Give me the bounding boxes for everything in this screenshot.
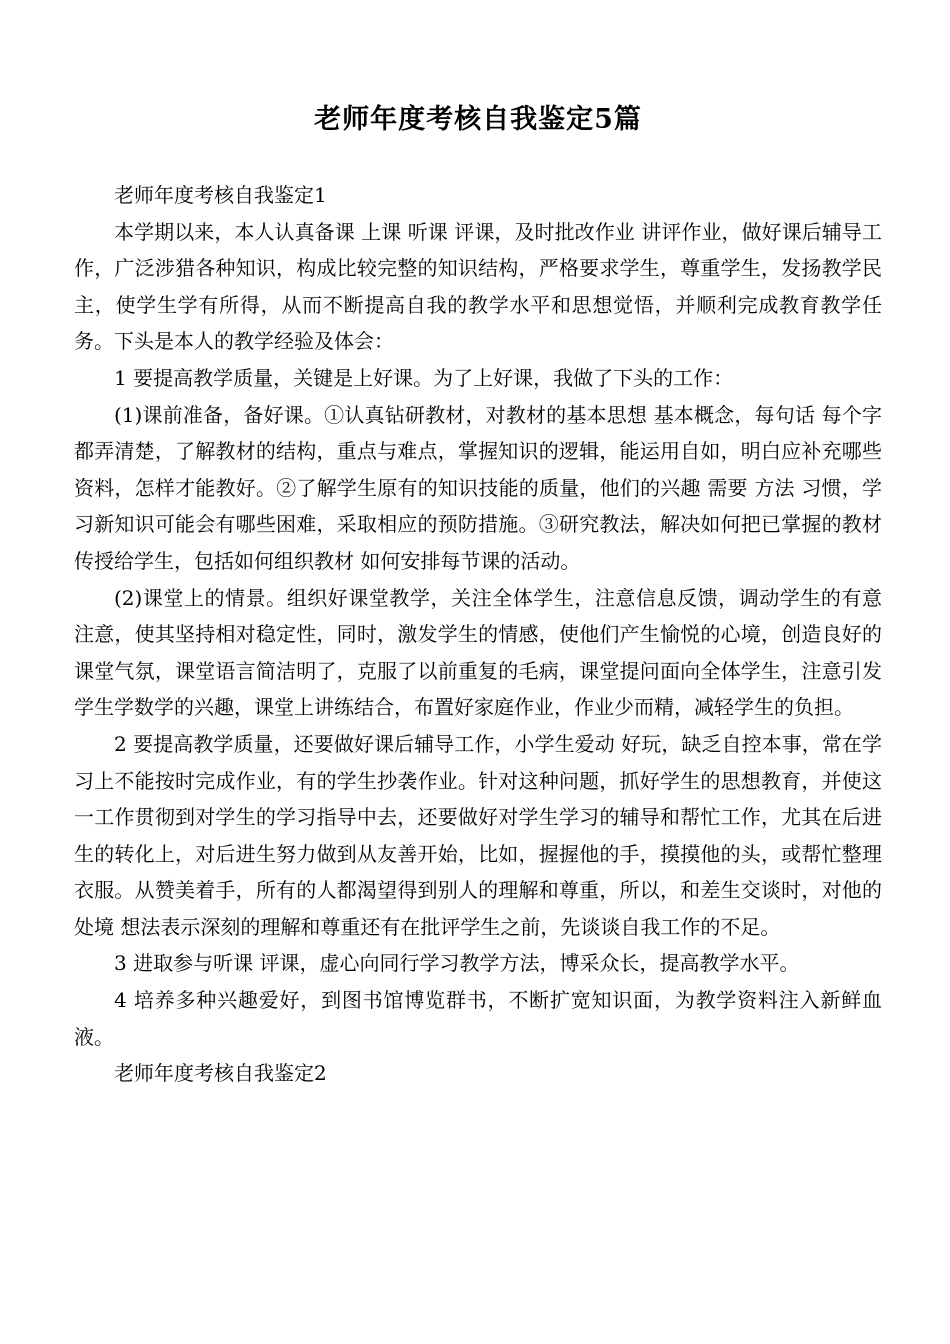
section-heading-1: 老师年度考核自我鉴定1	[114, 183, 327, 207]
body-paragraph-classroom: (2)课堂上的情景。组织好课堂教学，关注全体学生，注意信息反馈，调动学生的有意注意，使其坚持相对稳定性，同时，激发学生的情感，使他们产生愉悦的心境，创造良好的课堂气氛，课堂语言简洁明了，克服了以前重复的毛病，课堂提问面向全体学生，注意引发学生学数学的兴趣，课堂上讲练结合，布置好家庭作业，作业少而精，减轻学生的负担。	[74, 585, 882, 720]
body-paragraph-intro: 本学期以来，本人认真备课 上课 听课 评课，及时批改作业 讲评作业，做好课后辅导工作，广泛涉猎各种知识，构成比较完整的知识结构，严格要求学生，尊重学生，发扬教学民主，使学生学有所得，从而不断提高自我的教学水平和思想觉悟，并顺利完成教育教学任务。下头是本人的教学经验及体会：	[74, 219, 882, 354]
section-heading-2: 老师年度考核自我鉴定2	[114, 1061, 327, 1086]
document-body	[74, 177, 882, 1092]
body-paragraph-point-3: 3 进取参与听课 评课，虚心向同行学习教学方法，博采众长，提高教学水平。	[114, 951, 800, 976]
body-paragraph-point-4: 4 培养多种兴趣爱好，到图书馆博览群书，不断扩宽知识面，为教学资料注入新鲜血液。	[74, 988, 882, 1049]
body-paragraph-point-1: 1 要提高教学质量，关键是上好课。为了上好课，我做了下头的工作：	[114, 365, 734, 390]
body-paragraph-point-2: 2 要提高教学质量，还要做好课后辅导工作，小学生爱动 好玩，缺乏自控本事，常在学习上不能按时完成作业，有的学生抄袭作业。针对这种问题，抓好学生的思想教育，并使这一工作贯彻到对学生的学习指导中去，还要做好对学生学习的辅导和帮忙工作，尤其在后进生的转化上，对后进生努力做到从友善开始，比如，握握他的手，摸摸他的头，或帮忙整理衣服。从赞美着手，所有的人都渴望得到别人的理解和尊重，所以，和差生交谈时，对他的处境 想法表示深刻的理解和尊重还有在批评学生之前，先谈谈自我工作的不足。	[74, 731, 882, 939]
document-title: 老师年度考核自我鉴定5篇	[314, 104, 642, 135]
body-paragraph-lesson-prep: (1)课前准备，备好课。①认真钻研教材，对教材的基本思想 基本概念，每句话 每个字都弄清楚，了解教材的结构，重点与难点，掌握知识的逻辑，能运用自如，明白应补充哪些资料，怎样才能教好。②了解学生原有的知识技能的质量，他们的兴趣 需要 方法 习惯，学习新知识可能会有哪些困难，采取相应的预防措施。③研究教法，解决如何把已掌握的教材传授给学生，包括如何组织教材 如何安排每节课的活动。	[74, 402, 882, 573]
document-page	[74, 0, 882, 1092]
